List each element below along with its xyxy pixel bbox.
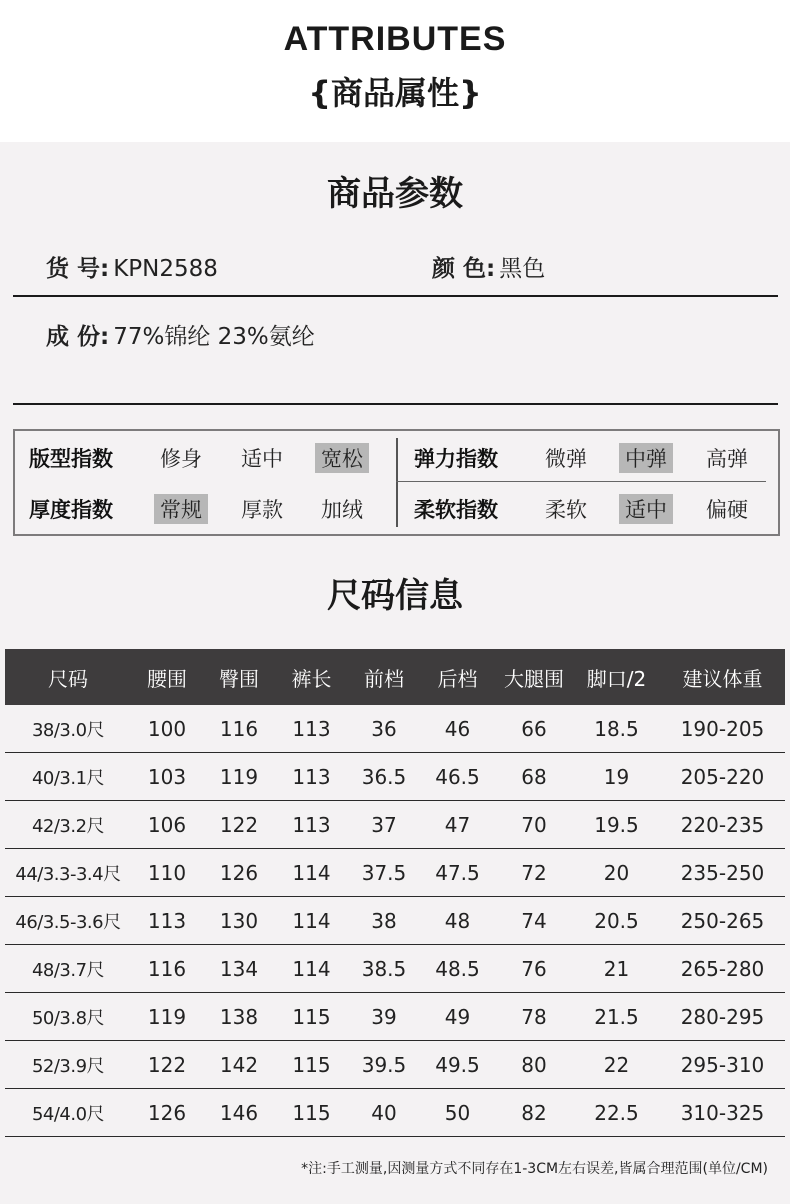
table-cell: 113 — [131, 897, 203, 945]
elasticity-option-medium-selected: 中弹 — [619, 443, 673, 473]
table-row — [5, 945, 785, 993]
table-cell: 235-250 — [660, 849, 785, 897]
softness-option-medium-selected: 适中 — [619, 494, 673, 524]
index-divider-vertical — [396, 438, 398, 527]
table-row — [5, 1089, 785, 1137]
table-cell: 146 — [203, 1089, 275, 1137]
attributes-title-cn: {商品属性} — [308, 74, 482, 112]
table-cell: 114 — [275, 849, 348, 897]
table-cell: 115 — [275, 1041, 348, 1089]
table-cell: 37 — [348, 801, 420, 849]
elasticity-option-slight: 微弹 — [545, 447, 587, 471]
table-cell: 48.5 — [420, 945, 495, 993]
table-cell: 49.5 — [420, 1041, 495, 1089]
thickness-index-label: 厚度指数 — [29, 498, 113, 522]
header-weight: 建议体重 — [660, 649, 785, 705]
size-cell: 46/3.5-3.6尺 — [5, 897, 131, 945]
table-cell: 265-280 — [660, 945, 785, 993]
table-cell: 36.5 — [348, 753, 420, 801]
table-cell: 103 — [131, 753, 203, 801]
table-cell: 126 — [131, 1089, 203, 1137]
size-cell: 48/3.7尺 — [5, 945, 131, 993]
elasticity-option-high: 高弹 — [706, 447, 748, 471]
table-cell: 46.5 — [420, 753, 495, 801]
header-hip: 臀围 — [203, 649, 275, 705]
attributes-title-en: ATTRIBUTES — [283, 20, 507, 58]
table-cell: 80 — [495, 1041, 573, 1089]
table-cell: 19.5 — [573, 801, 660, 849]
size-cell: 50/3.8尺 — [5, 993, 131, 1041]
size-cell: 40/3.1尺 — [5, 753, 131, 801]
table-cell: 37.5 — [348, 849, 420, 897]
table-row — [5, 849, 785, 897]
item-no-label: 货 号: — [46, 256, 110, 282]
table-cell: 280-295 — [660, 993, 785, 1041]
table-cell: 113 — [275, 753, 348, 801]
table-cell: 310-325 — [660, 1089, 785, 1137]
table-cell: 126 — [203, 849, 275, 897]
table-cell: 100 — [131, 705, 203, 753]
table-cell: 116 — [131, 945, 203, 993]
table-cell: 70 — [495, 801, 573, 849]
size-cell: 38/3.0尺 — [5, 705, 131, 753]
table-cell: 22 — [573, 1041, 660, 1089]
table-cell: 134 — [203, 945, 275, 993]
table-cell: 116 — [203, 705, 275, 753]
table-cell: 114 — [275, 897, 348, 945]
size-cell: 52/3.9尺 — [5, 1041, 131, 1089]
table-cell: 38.5 — [348, 945, 420, 993]
table-cell: 74 — [495, 897, 573, 945]
table-cell: 47.5 — [420, 849, 495, 897]
color-value: 黑色 — [499, 256, 546, 282]
measurement-note: *注:手工测量,因测量方式不同存在1-3CM左右误差,皆属合理范围(单位/CM) — [301, 1161, 768, 1177]
table-cell: 119 — [203, 753, 275, 801]
table-cell: 21.5 — [573, 993, 660, 1041]
table-cell: 50 — [420, 1089, 495, 1137]
header-waist: 腰围 — [131, 649, 203, 705]
fit-option-slim: 修身 — [160, 447, 202, 471]
elasticity-index-label: 弹力指数 — [414, 447, 498, 471]
composition-value: 77%锦纶 23%氨纶 — [113, 324, 315, 350]
table-cell: 48 — [420, 897, 495, 945]
table-cell: 47 — [420, 801, 495, 849]
table-row — [5, 801, 785, 849]
index-divider-horizontal — [396, 481, 766, 482]
table-cell: 130 — [203, 897, 275, 945]
table-cell: 68 — [495, 753, 573, 801]
softness-index-label: 柔软指数 — [414, 498, 498, 522]
table-cell: 78 — [495, 993, 573, 1041]
table-cell: 46 — [420, 705, 495, 753]
table-cell: 39.5 — [348, 1041, 420, 1089]
composition-label: 成 份: — [46, 324, 110, 350]
composition-field — [46, 318, 315, 351]
table-row — [5, 705, 785, 753]
table-cell: 205-220 — [660, 753, 785, 801]
size-cell: 44/3.3-3.4尺 — [5, 849, 131, 897]
table-cell: 18.5 — [573, 705, 660, 753]
table-cell: 20.5 — [573, 897, 660, 945]
table-cell: 220-235 — [660, 801, 785, 849]
table-cell: 114 — [275, 945, 348, 993]
table-cell: 113 — [275, 801, 348, 849]
size-section-title: 尺码信息 — [327, 576, 463, 616]
thickness-option-thick: 厚款 — [241, 498, 283, 522]
softness-option-soft: 柔软 — [545, 498, 587, 522]
size-table — [5, 649, 785, 1137]
thickness-option-regular-selected: 常规 — [154, 494, 208, 524]
table-cell: 122 — [203, 801, 275, 849]
size-table-header-row — [5, 649, 785, 705]
table-cell: 66 — [495, 705, 573, 753]
table-cell: 115 — [275, 993, 348, 1041]
table-cell: 20 — [573, 849, 660, 897]
thickness-option-fleece: 加绒 — [321, 498, 363, 522]
table-cell: 72 — [495, 849, 573, 897]
size-cell: 42/3.2尺 — [5, 801, 131, 849]
table-cell: 190-205 — [660, 705, 785, 753]
table-row — [5, 993, 785, 1041]
table-cell: 110 — [131, 849, 203, 897]
fabric-index-box — [13, 429, 780, 536]
attributes-header — [0, 0, 790, 142]
table-cell: 295-310 — [660, 1041, 785, 1089]
table-row — [5, 1041, 785, 1089]
table-cell: 115 — [275, 1089, 348, 1137]
table-cell: 138 — [203, 993, 275, 1041]
table-cell: 122 — [131, 1041, 203, 1089]
table-row — [5, 753, 785, 801]
table-cell: 113 — [275, 705, 348, 753]
header-leg-opening: 脚口/2 — [573, 649, 660, 705]
fit-option-regular: 适中 — [241, 447, 283, 471]
table-cell: 39 — [348, 993, 420, 1041]
table-cell: 49 — [420, 993, 495, 1041]
table-cell: 40 — [348, 1089, 420, 1137]
color-label: 颜 色: — [432, 256, 496, 282]
size-cell: 54/4.0尺 — [5, 1089, 131, 1137]
table-cell: 119 — [131, 993, 203, 1041]
header-front-rise: 前档 — [348, 649, 420, 705]
table-cell: 38 — [348, 897, 420, 945]
softness-option-hard: 偏硬 — [706, 498, 748, 522]
item-no-field — [46, 250, 218, 283]
table-cell: 82 — [495, 1089, 573, 1137]
header-size: 尺码 — [5, 649, 131, 705]
params-section-title: 商品参数 — [327, 174, 463, 214]
table-cell: 22.5 — [573, 1089, 660, 1137]
header-back-rise: 后档 — [420, 649, 495, 705]
color-field — [432, 250, 545, 283]
table-cell: 19 — [573, 753, 660, 801]
table-cell: 106 — [131, 801, 203, 849]
table-cell: 36 — [348, 705, 420, 753]
table-cell: 250-265 — [660, 897, 785, 945]
table-row — [5, 897, 785, 945]
table-cell: 76 — [495, 945, 573, 993]
table-cell: 142 — [203, 1041, 275, 1089]
fit-index-label: 版型指数 — [29, 447, 113, 471]
fit-option-loose-selected: 宽松 — [315, 443, 369, 473]
divider — [13, 403, 778, 405]
header-length: 裤长 — [275, 649, 348, 705]
divider — [13, 295, 778, 297]
table-cell: 21 — [573, 945, 660, 993]
header-thigh: 大腿围 — [495, 649, 573, 705]
item-no-value: KPN2588 — [113, 256, 218, 282]
